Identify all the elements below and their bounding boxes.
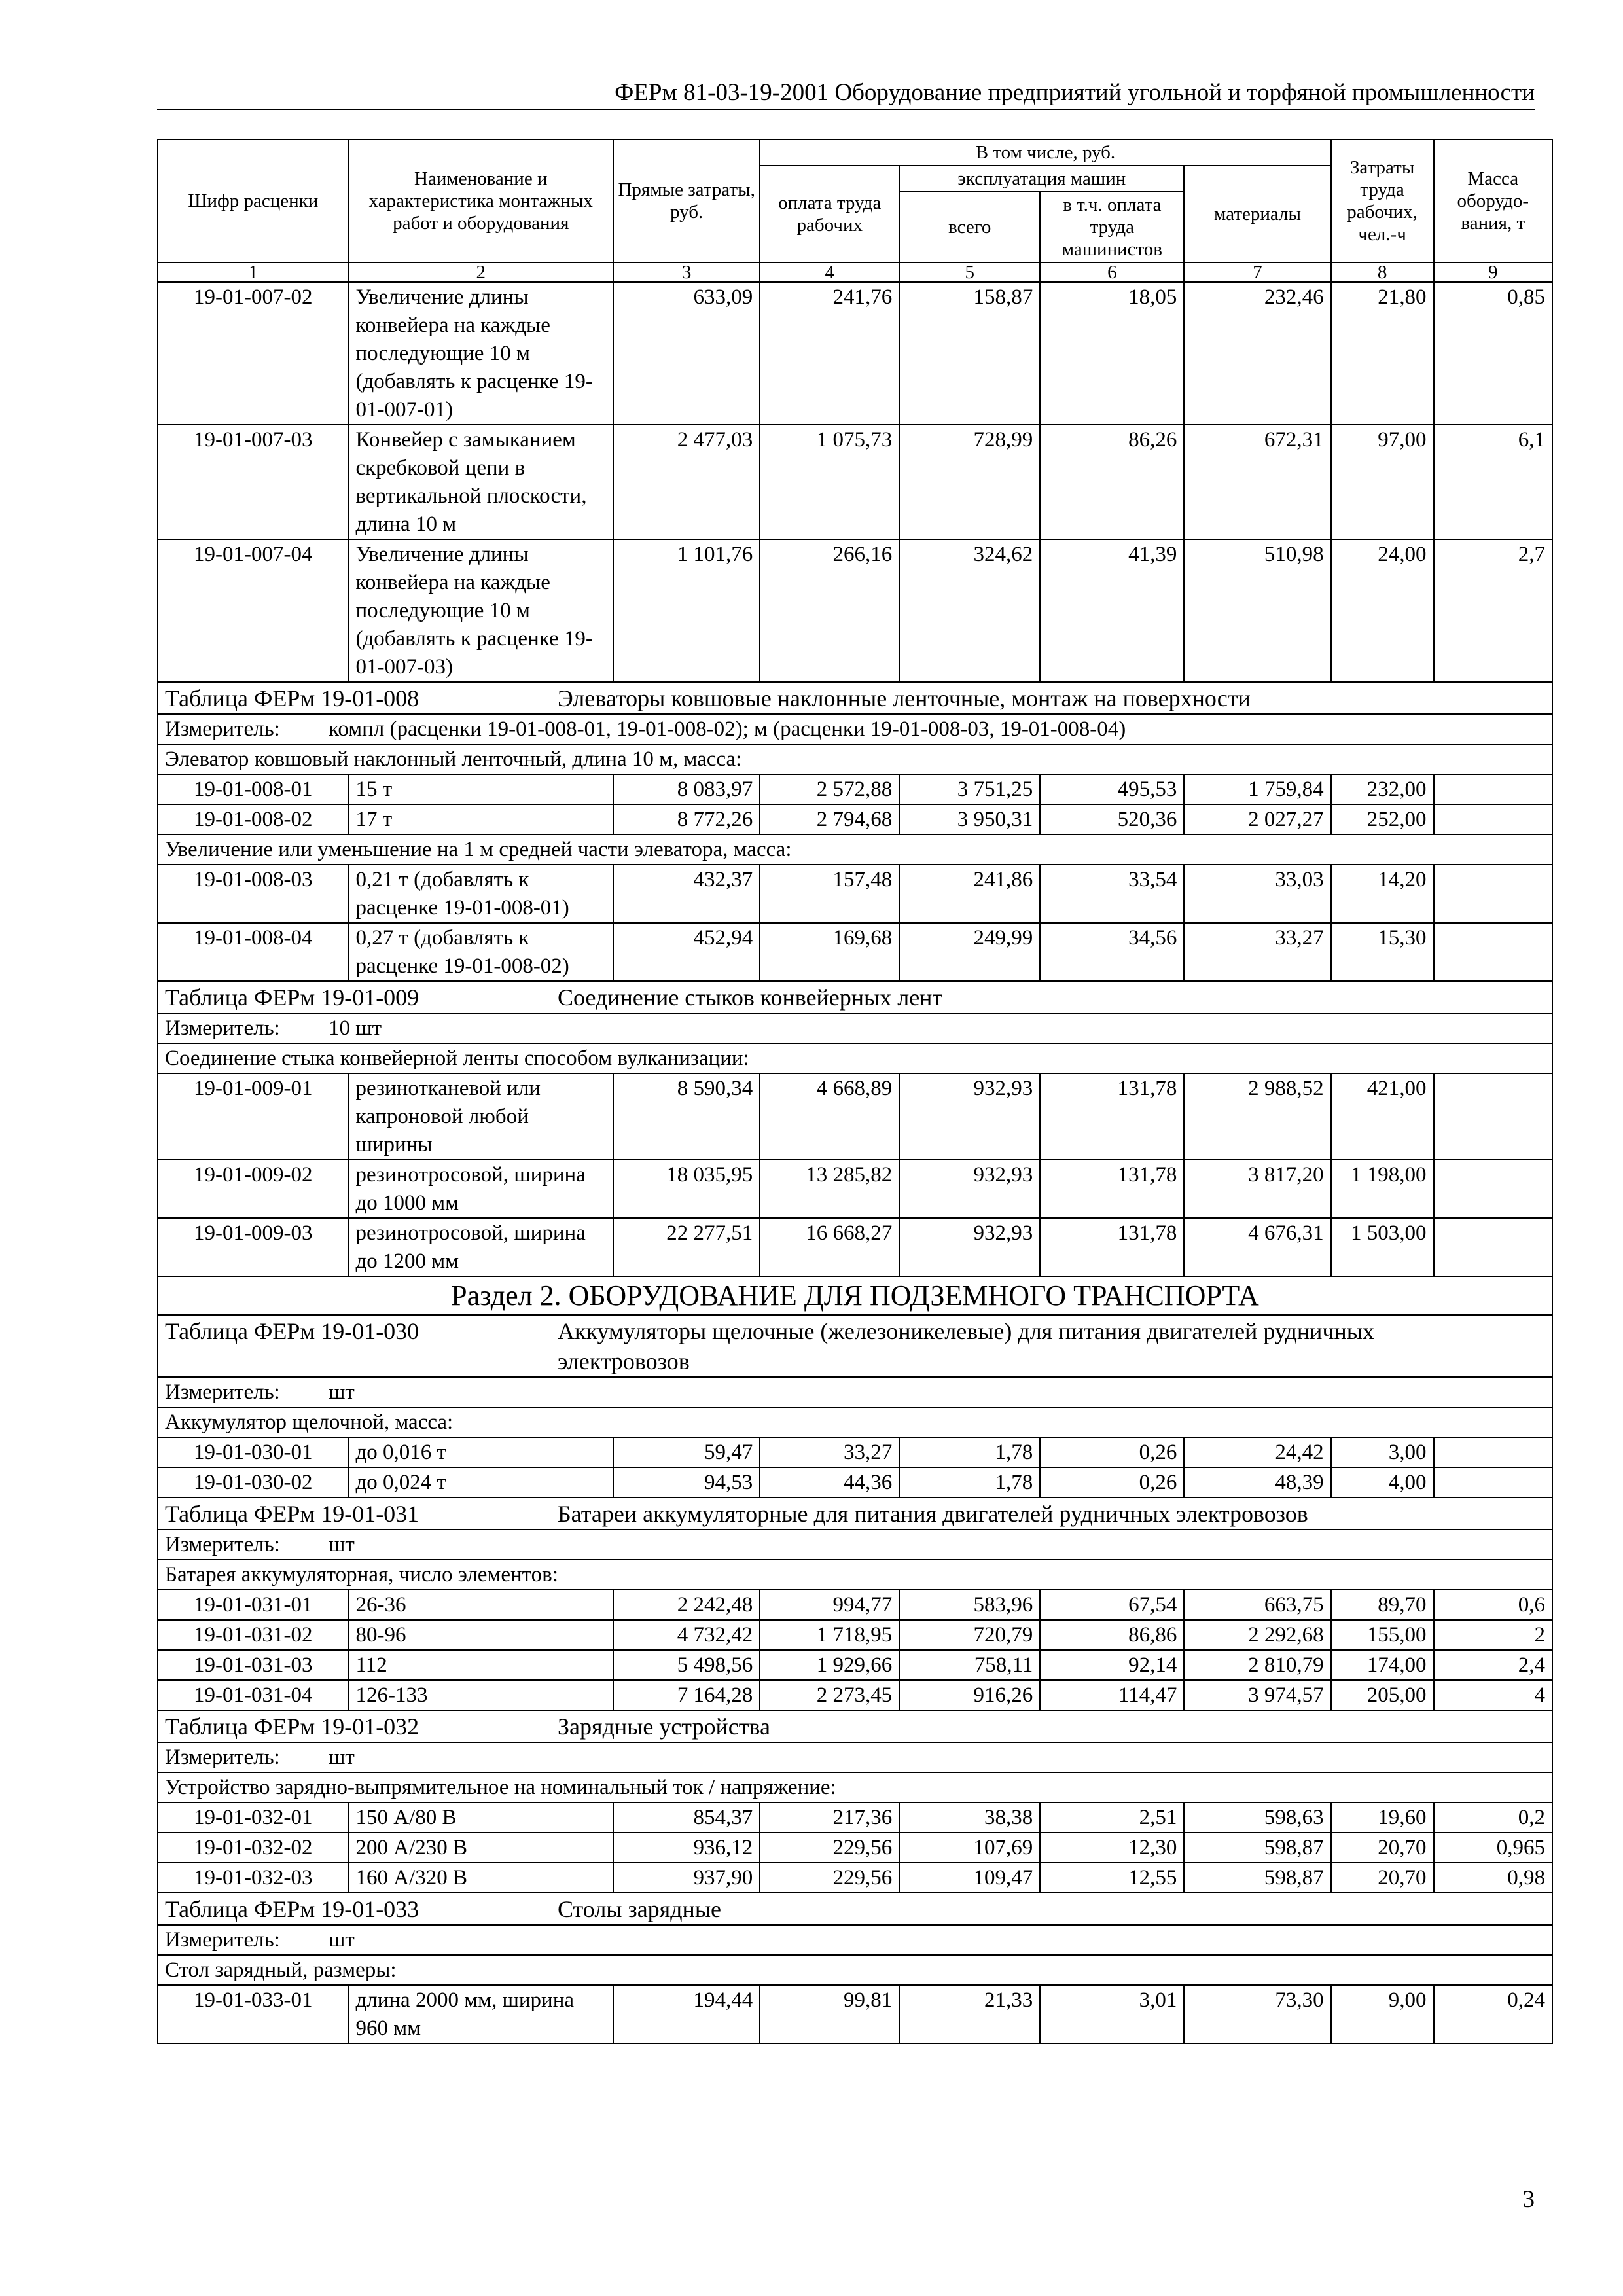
direct-cost: 452,94 bbox=[613, 923, 760, 981]
table-code: Таблица ФЕРм 19-01-032 bbox=[165, 1713, 419, 1740]
machines-total: 158,87 bbox=[899, 282, 1040, 425]
rate-code: 19-01-032-02 bbox=[158, 1833, 348, 1863]
materials-cost: 598,87 bbox=[1184, 1863, 1330, 1893]
labor-hours: 97,00 bbox=[1331, 425, 1434, 539]
rate-name: 112 bbox=[348, 1650, 613, 1680]
section-heading-row bbox=[158, 1276, 1552, 1315]
rate-code: 19-01-032-03 bbox=[158, 1863, 348, 1893]
labor-hours: 1 503,00 bbox=[1331, 1218, 1434, 1276]
materials-cost: 3 974,57 bbox=[1184, 1680, 1330, 1710]
machinist-pay: 12,30 bbox=[1040, 1833, 1184, 1863]
materials-cost: 510,98 bbox=[1184, 539, 1330, 682]
col-number: 7 bbox=[1184, 262, 1330, 282]
labor-pay: 229,56 bbox=[760, 1833, 899, 1863]
materials-cost: 672,31 bbox=[1184, 425, 1330, 539]
table-row bbox=[158, 865, 1552, 923]
labor-pay: 157,48 bbox=[760, 865, 899, 923]
measure-label: Измеритель: bbox=[165, 1380, 280, 1404]
header-rule bbox=[157, 109, 1535, 110]
labor-pay: 2 273,45 bbox=[760, 1680, 899, 1710]
table-code: Таблица ФЕРм 19-01-008 bbox=[165, 685, 419, 711]
direct-cost: 2 477,03 bbox=[613, 425, 760, 539]
labor-hours: 21,80 bbox=[1331, 282, 1434, 425]
table-row bbox=[158, 1680, 1552, 1710]
table-code: Таблица ФЕРм 19-01-030 bbox=[165, 1318, 419, 1344]
rate-name: резинотканевой или капроновой любой ширины bbox=[348, 1073, 613, 1160]
equipment-mass: 0,965 bbox=[1434, 1833, 1552, 1863]
labor-pay: 99,81 bbox=[760, 1985, 899, 2043]
rate-name: 150 А/80 В bbox=[348, 1803, 613, 1833]
page-number: 3 bbox=[1522, 2186, 1535, 2213]
measure-row bbox=[158, 714, 1552, 744]
rate-code: 19-01-008-01 bbox=[158, 774, 348, 804]
rate-code: 19-01-031-04 bbox=[158, 1680, 348, 1710]
direct-cost: 8 083,97 bbox=[613, 774, 760, 804]
equipment-mass: 0,6 bbox=[1434, 1590, 1552, 1620]
table-title: Аккумуляторы щелочные (железоникелевые) для питания двигателей рудничных электровозов bbox=[558, 1318, 1374, 1374]
labor-hours: 20,70 bbox=[1331, 1833, 1434, 1863]
direct-cost: 22 277,51 bbox=[613, 1218, 760, 1276]
rate-code: 19-01-007-03 bbox=[158, 425, 348, 539]
labor-hours: 15,30 bbox=[1331, 923, 1434, 981]
equipment-mass: 0,2 bbox=[1434, 1803, 1552, 1833]
rate-code: 19-01-031-02 bbox=[158, 1620, 348, 1650]
machines-total: 932,93 bbox=[899, 1073, 1040, 1160]
direct-cost: 7 164,28 bbox=[613, 1680, 760, 1710]
table-row bbox=[158, 1160, 1552, 1218]
measure-label: Измеритель: bbox=[165, 1928, 280, 1952]
table-title: Батареи аккумуляторные для питания двигателей рудничных электровозов bbox=[558, 1501, 1308, 1527]
machinist-pay: 0,26 bbox=[1040, 1437, 1184, 1467]
table-title: Элеваторы ковшовые наклонные ленточные, монтаж на поверхности bbox=[558, 685, 1251, 711]
labor-pay: 4 668,89 bbox=[760, 1073, 899, 1160]
col-header-mass: Масса оборудо-вания, т bbox=[1434, 139, 1552, 262]
group-title: Устройство зарядно-выпрямительное на номинальный ток / напряжение: bbox=[158, 1772, 1552, 1803]
group-row bbox=[158, 1043, 1552, 1073]
labor-pay: 169,68 bbox=[760, 923, 899, 981]
materials-cost: 2 988,52 bbox=[1184, 1073, 1330, 1160]
table-row bbox=[158, 1985, 1552, 2043]
labor-hours: 89,70 bbox=[1331, 1590, 1434, 1620]
labor-hours: 4,00 bbox=[1331, 1467, 1434, 1498]
equipment-mass bbox=[1434, 1073, 1552, 1160]
machines-total: 3 950,31 bbox=[899, 804, 1040, 834]
table-row bbox=[158, 1620, 1552, 1650]
table-heading-row bbox=[158, 981, 1552, 1013]
table-code: Таблица ФЕРм 19-01-009 bbox=[165, 984, 419, 1011]
labor-hours: 205,00 bbox=[1331, 1680, 1434, 1710]
machines-total: 728,99 bbox=[899, 425, 1040, 539]
materials-cost: 598,63 bbox=[1184, 1803, 1330, 1833]
rate-name: до 0,016 т bbox=[348, 1437, 613, 1467]
equipment-mass: 4 bbox=[1434, 1680, 1552, 1710]
machines-total: 583,96 bbox=[899, 1590, 1040, 1620]
col-header-code: Шифр расценки bbox=[158, 139, 348, 262]
group-row bbox=[158, 1772, 1552, 1803]
direct-cost: 854,37 bbox=[613, 1803, 760, 1833]
equipment-mass bbox=[1434, 1160, 1552, 1218]
machinist-pay: 12,55 bbox=[1040, 1863, 1184, 1893]
machinist-pay: 86,86 bbox=[1040, 1620, 1184, 1650]
col-number: 2 bbox=[348, 262, 613, 282]
machinist-pay: 131,78 bbox=[1040, 1073, 1184, 1160]
group-title: Увеличение или уменьшение на 1 м средней части элеватора, масса: bbox=[158, 834, 1552, 865]
table-row bbox=[158, 282, 1552, 425]
labor-pay: 1 929,66 bbox=[760, 1650, 899, 1680]
labor-hours: 252,00 bbox=[1331, 804, 1434, 834]
materials-cost: 598,87 bbox=[1184, 1833, 1330, 1863]
measure-label: Измеритель: bbox=[165, 1016, 280, 1040]
col-header-labor-pay: оплата труда рабочих bbox=[760, 166, 899, 262]
measure-value: 10 шт bbox=[329, 1016, 382, 1040]
rate-code: 19-01-030-01 bbox=[158, 1437, 348, 1467]
rate-name: 126-133 bbox=[348, 1680, 613, 1710]
machinist-pay: 3,01 bbox=[1040, 1985, 1184, 2043]
rate-name: 200 А/230 В bbox=[348, 1833, 613, 1863]
machines-total: 249,99 bbox=[899, 923, 1040, 981]
direct-cost: 94,53 bbox=[613, 1467, 760, 1498]
equipment-mass bbox=[1434, 865, 1552, 923]
col-number: 8 bbox=[1331, 262, 1434, 282]
machinist-pay: 0,26 bbox=[1040, 1467, 1184, 1498]
measure-row bbox=[158, 1530, 1552, 1560]
machines-total: 720,79 bbox=[899, 1620, 1040, 1650]
col-number: 4 bbox=[760, 262, 899, 282]
materials-cost: 2 027,27 bbox=[1184, 804, 1330, 834]
machines-total: 1,78 bbox=[899, 1437, 1040, 1467]
machinist-pay: 67,54 bbox=[1040, 1590, 1184, 1620]
measure-value: шт bbox=[329, 1380, 355, 1404]
machines-total: 324,62 bbox=[899, 539, 1040, 682]
measure-label: Измеритель: bbox=[165, 1533, 280, 1556]
labor-hours: 174,00 bbox=[1331, 1650, 1434, 1680]
col-number: 3 bbox=[613, 262, 760, 282]
col-number: 1 bbox=[158, 262, 348, 282]
machines-total: 21,33 bbox=[899, 1985, 1040, 2043]
materials-cost: 33,27 bbox=[1184, 923, 1330, 981]
labor-pay: 44,36 bbox=[760, 1467, 899, 1498]
equipment-mass: 0,98 bbox=[1434, 1863, 1552, 1893]
equipment-mass: 0,85 bbox=[1434, 282, 1552, 425]
machinist-pay: 41,39 bbox=[1040, 539, 1184, 682]
equipment-mass: 2,4 bbox=[1434, 1650, 1552, 1680]
equipment-mass bbox=[1434, 923, 1552, 981]
col-number: 6 bbox=[1040, 262, 1184, 282]
table-row bbox=[158, 1803, 1552, 1833]
labor-hours: 19,60 bbox=[1331, 1803, 1434, 1833]
machinist-pay: 495,53 bbox=[1040, 774, 1184, 804]
table-heading-row bbox=[158, 1893, 1552, 1925]
labor-hours: 155,00 bbox=[1331, 1620, 1434, 1650]
measure-label: Измеритель: bbox=[165, 1746, 280, 1769]
labor-hours: 421,00 bbox=[1331, 1073, 1434, 1160]
machines-total: 107,69 bbox=[899, 1833, 1040, 1863]
measure-value: шт bbox=[329, 1928, 355, 1952]
machines-total: 758,11 bbox=[899, 1650, 1040, 1680]
direct-cost: 8 590,34 bbox=[613, 1073, 760, 1160]
table-row bbox=[158, 923, 1552, 981]
table-row bbox=[158, 774, 1552, 804]
col-header-machines-total: всего bbox=[899, 192, 1040, 262]
direct-cost: 59,47 bbox=[613, 1437, 760, 1467]
direct-cost: 2 242,48 bbox=[613, 1590, 760, 1620]
table-code: Таблица ФЕРм 19-01-033 bbox=[165, 1896, 419, 1922]
machinist-pay: 33,54 bbox=[1040, 865, 1184, 923]
table-title: Зарядные устройства bbox=[558, 1713, 770, 1740]
table-row bbox=[158, 1590, 1552, 1620]
measure-row bbox=[158, 1925, 1552, 1955]
measure-value: компл (расценки 19-01-008-01, 19-01-008-02); м (расценки 19-01-008-03, 19-01-008-04) bbox=[329, 717, 1126, 741]
running-header: ФЕРм 81-03-19-2001 Оборудование предприятий угольной и торфяной промышленности bbox=[615, 79, 1535, 106]
labor-pay: 241,76 bbox=[760, 282, 899, 425]
group-title: Стол зарядный, размеры: bbox=[158, 1955, 1552, 1985]
measure-value: шт bbox=[329, 1746, 355, 1769]
col-header-direct: Прямые затраты, руб. bbox=[613, 139, 760, 262]
table-row bbox=[158, 1437, 1552, 1467]
labor-pay: 2 794,68 bbox=[760, 804, 899, 834]
table-row bbox=[158, 1218, 1552, 1276]
rate-code: 19-01-007-04 bbox=[158, 539, 348, 682]
labor-pay: 1 718,95 bbox=[760, 1620, 899, 1650]
machinist-pay: 131,78 bbox=[1040, 1218, 1184, 1276]
machinist-pay: 86,26 bbox=[1040, 425, 1184, 539]
group-row bbox=[158, 1560, 1552, 1590]
rate-code: 19-01-033-01 bbox=[158, 1985, 348, 2043]
rate-name: 26-36 bbox=[348, 1590, 613, 1620]
machines-total: 932,93 bbox=[899, 1218, 1040, 1276]
measure-label: Измеритель: bbox=[165, 717, 280, 741]
col-header-including: В том числе, руб. bbox=[760, 139, 1330, 166]
labor-pay: 1 075,73 bbox=[760, 425, 899, 539]
materials-cost: 2 292,68 bbox=[1184, 1620, 1330, 1650]
rate-code: 19-01-031-03 bbox=[158, 1650, 348, 1680]
equipment-mass bbox=[1434, 774, 1552, 804]
equipment-mass: 2,7 bbox=[1434, 539, 1552, 682]
rate-code: 19-01-032-01 bbox=[158, 1803, 348, 1833]
col-number: 9 bbox=[1434, 262, 1552, 282]
machines-total: 916,26 bbox=[899, 1680, 1040, 1710]
materials-cost: 4 676,31 bbox=[1184, 1218, 1330, 1276]
table-row bbox=[158, 1650, 1552, 1680]
rate-name: 15 т bbox=[348, 774, 613, 804]
materials-cost: 48,39 bbox=[1184, 1467, 1330, 1498]
table-heading-row bbox=[158, 682, 1552, 714]
measure-value: шт bbox=[329, 1533, 355, 1556]
col-header-name: Наименование и характеристика монтажных работ и оборудования bbox=[348, 139, 613, 262]
equipment-mass bbox=[1434, 804, 1552, 834]
direct-cost: 8 772,26 bbox=[613, 804, 760, 834]
table-code: Таблица ФЕРм 19-01-031 bbox=[165, 1501, 419, 1527]
equipment-mass bbox=[1434, 1467, 1552, 1498]
machines-total: 38,38 bbox=[899, 1803, 1040, 1833]
rate-name: резинотросовой, ширина до 1000 мм bbox=[348, 1160, 613, 1218]
machines-total: 932,93 bbox=[899, 1160, 1040, 1218]
col-header-materials: материалы bbox=[1184, 166, 1330, 262]
direct-cost: 1 101,76 bbox=[613, 539, 760, 682]
materials-cost: 24,42 bbox=[1184, 1437, 1330, 1467]
rate-code: 19-01-009-02 bbox=[158, 1160, 348, 1218]
direct-cost: 18 035,95 bbox=[613, 1160, 760, 1218]
materials-cost: 663,75 bbox=[1184, 1590, 1330, 1620]
labor-pay: 13 285,82 bbox=[760, 1160, 899, 1218]
rate-name: 80-96 bbox=[348, 1620, 613, 1650]
group-row bbox=[158, 744, 1552, 774]
machines-total: 241,86 bbox=[899, 865, 1040, 923]
labor-pay: 229,56 bbox=[760, 1863, 899, 1893]
labor-pay: 16 668,27 bbox=[760, 1218, 899, 1276]
norm-table bbox=[157, 139, 1553, 2044]
materials-cost: 1 759,84 bbox=[1184, 774, 1330, 804]
equipment-mass bbox=[1434, 1218, 1552, 1276]
table-row bbox=[158, 539, 1552, 682]
machinist-pay: 131,78 bbox=[1040, 1160, 1184, 1218]
machines-total: 1,78 bbox=[899, 1467, 1040, 1498]
group-title: Батарея аккумуляторная, число элементов: bbox=[158, 1560, 1552, 1590]
machinist-pay: 2,51 bbox=[1040, 1803, 1184, 1833]
rate-name: 0,21 т (добавлять к расценке 19-01-008-01) bbox=[348, 865, 613, 923]
machinist-pay: 34,56 bbox=[1040, 923, 1184, 981]
section-title: Раздел 2. ОБОРУДОВАНИЕ ДЛЯ ПОДЗЕМНОГО ТРАНСПОРТА bbox=[158, 1276, 1552, 1315]
rate-code: 19-01-008-04 bbox=[158, 923, 348, 981]
table-row bbox=[158, 1863, 1552, 1893]
table-row bbox=[158, 1467, 1552, 1498]
table-heading-row bbox=[158, 1498, 1552, 1530]
equipment-mass: 2 bbox=[1434, 1620, 1552, 1650]
col-header-machines: эксплуатация машин bbox=[899, 166, 1184, 192]
labor-hours: 232,00 bbox=[1331, 774, 1434, 804]
equipment-mass: 6,1 bbox=[1434, 425, 1552, 539]
rate-code: 19-01-030-02 bbox=[158, 1467, 348, 1498]
materials-cost: 3 817,20 bbox=[1184, 1160, 1330, 1218]
labor-hours: 9,00 bbox=[1331, 1985, 1434, 2043]
labor-hours: 14,20 bbox=[1331, 865, 1434, 923]
direct-cost: 4 732,42 bbox=[613, 1620, 760, 1650]
rate-name: Увеличение длины конвейера на каждые последующие 10 м (добавлять к расценке 19-01-007-01) bbox=[348, 282, 613, 425]
machinist-pay: 18,05 bbox=[1040, 282, 1184, 425]
labor-pay: 33,27 bbox=[760, 1437, 899, 1467]
equipment-mass bbox=[1434, 1437, 1552, 1467]
table-heading-row bbox=[158, 1315, 1552, 1377]
machines-total: 3 751,25 bbox=[899, 774, 1040, 804]
machines-total: 109,47 bbox=[899, 1863, 1040, 1893]
labor-hours: 1 198,00 bbox=[1331, 1160, 1434, 1218]
materials-cost: 2 810,79 bbox=[1184, 1650, 1330, 1680]
materials-cost: 33,03 bbox=[1184, 865, 1330, 923]
rate-name: 17 т bbox=[348, 804, 613, 834]
measure-row bbox=[158, 1742, 1552, 1772]
table-heading-row bbox=[158, 1710, 1552, 1742]
rate-code: 19-01-008-02 bbox=[158, 804, 348, 834]
rate-name: резинотросовой, ширина до 1200 мм bbox=[348, 1218, 613, 1276]
direct-cost: 5 498,56 bbox=[613, 1650, 760, 1680]
rate-name: Увеличение длины конвейера на каждые последующие 10 м (добавлять к расценке 19-01-007-03) bbox=[348, 539, 613, 682]
col-header-machinist-pay: в т.ч. оплата труда машинистов bbox=[1040, 192, 1184, 262]
labor-hours: 20,70 bbox=[1331, 1863, 1434, 1893]
direct-cost: 936,12 bbox=[613, 1833, 760, 1863]
rate-code: 19-01-007-02 bbox=[158, 282, 348, 425]
rate-name: 0,27 т (добавлять к расценке 19-01-008-02) bbox=[348, 923, 613, 981]
machinist-pay: 92,14 bbox=[1040, 1650, 1184, 1680]
direct-cost: 194,44 bbox=[613, 1985, 760, 2043]
direct-cost: 633,09 bbox=[613, 282, 760, 425]
materials-cost: 232,46 bbox=[1184, 282, 1330, 425]
col-number: 5 bbox=[899, 262, 1040, 282]
equipment-mass: 0,24 bbox=[1434, 1985, 1552, 2043]
labor-pay: 217,36 bbox=[760, 1803, 899, 1833]
rate-code: 19-01-031-01 bbox=[158, 1590, 348, 1620]
machinist-pay: 114,47 bbox=[1040, 1680, 1184, 1710]
measure-row bbox=[158, 1013, 1552, 1043]
rate-code: 19-01-008-03 bbox=[158, 865, 348, 923]
table-row bbox=[158, 804, 1552, 834]
group-row bbox=[158, 1407, 1552, 1437]
column-numbers-row bbox=[158, 262, 1552, 282]
group-title: Элеватор ковшовый наклонный ленточный, длина 10 м, масса: bbox=[158, 744, 1552, 774]
labor-hours: 3,00 bbox=[1331, 1437, 1434, 1467]
group-row bbox=[158, 834, 1552, 865]
labor-pay: 994,77 bbox=[760, 1590, 899, 1620]
rate-name: Конвейер с замыканием скребковой цепи в вертикальной плоскости, длина 10 м bbox=[348, 425, 613, 539]
group-title: Соединение стыка конвейерной ленты способом вулканизации: bbox=[158, 1043, 1552, 1073]
labor-hours: 24,00 bbox=[1331, 539, 1434, 682]
table-row bbox=[158, 1833, 1552, 1863]
col-header-labor-hours: Затраты труда рабочих, чел.-ч bbox=[1331, 139, 1434, 262]
machinist-pay: 520,36 bbox=[1040, 804, 1184, 834]
table-row bbox=[158, 425, 1552, 539]
rate-code: 19-01-009-01 bbox=[158, 1073, 348, 1160]
rate-name: длина 2000 мм, ширина 960 мм bbox=[348, 1985, 613, 2043]
table-title: Соединение стыков конвейерных лент bbox=[558, 984, 943, 1011]
materials-cost: 73,30 bbox=[1184, 1985, 1330, 2043]
direct-cost: 432,37 bbox=[613, 865, 760, 923]
labor-pay: 266,16 bbox=[760, 539, 899, 682]
group-title: Аккумулятор щелочной, масса: bbox=[158, 1407, 1552, 1437]
rate-name: до 0,024 т bbox=[348, 1467, 613, 1498]
rate-name: 160 А/320 В bbox=[348, 1863, 613, 1893]
rate-code: 19-01-009-03 bbox=[158, 1218, 348, 1276]
labor-pay: 2 572,88 bbox=[760, 774, 899, 804]
measure-row bbox=[158, 1377, 1552, 1407]
group-row bbox=[158, 1955, 1552, 1985]
table-title: Столы зарядные bbox=[558, 1896, 721, 1922]
direct-cost: 937,90 bbox=[613, 1863, 760, 1893]
table-row bbox=[158, 1073, 1552, 1160]
